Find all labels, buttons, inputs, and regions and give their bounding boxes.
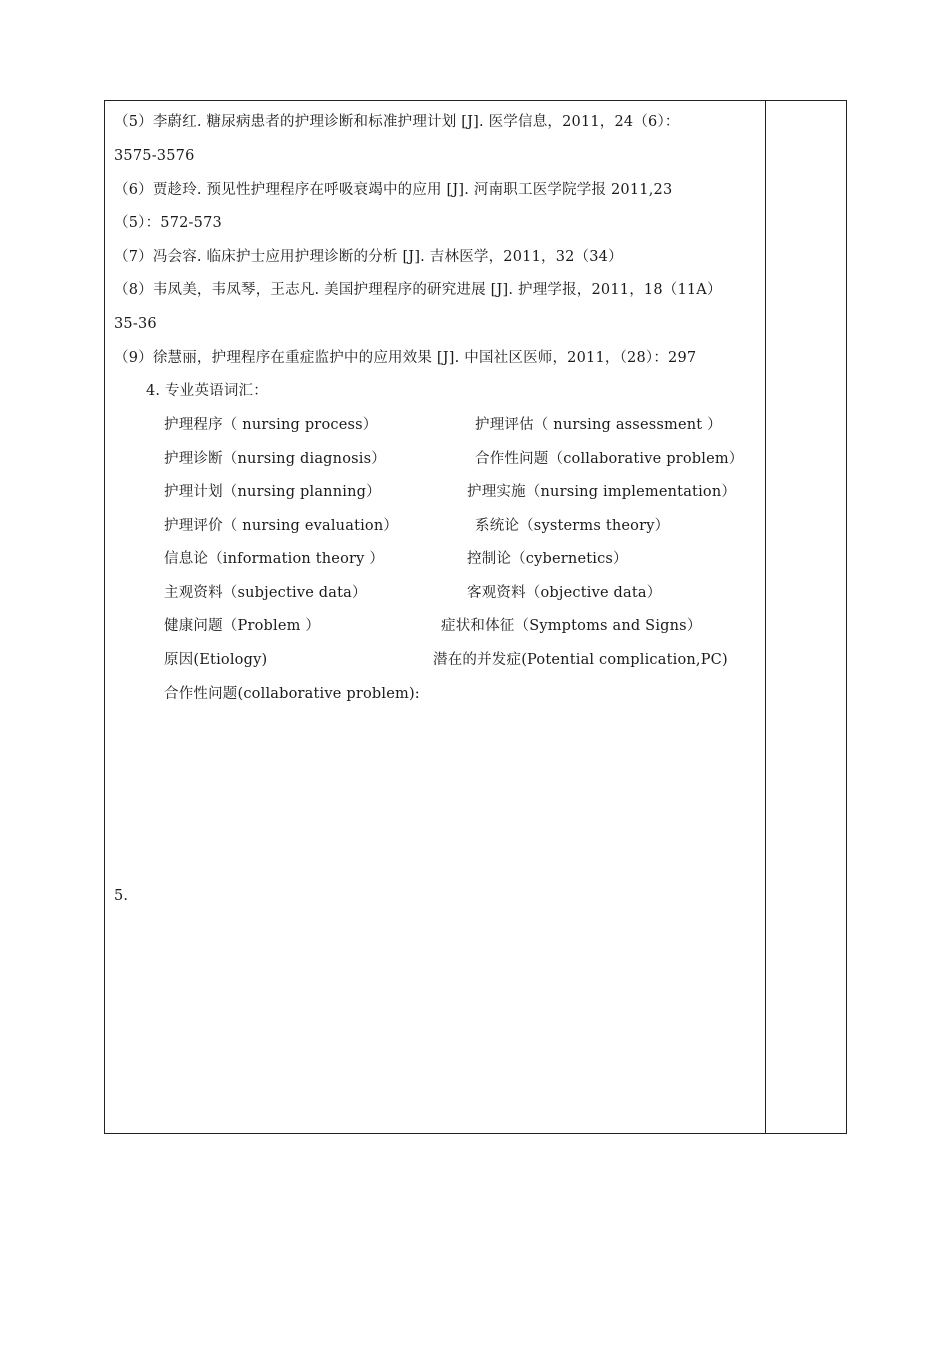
vocab-right-7: 症状和体征（Symptoms and Signs）	[441, 618, 702, 634]
vocab-last: 合作性问题(collaborative problem):	[164, 686, 420, 702]
reference-6-line2: （5）：572-573	[114, 215, 222, 231]
vocab-heading: 4. 专业英语词汇：	[146, 383, 268, 399]
vocab-right-1: 护理评估（ nursing assessment ）	[475, 417, 722, 433]
vocab-left-3: 护理计划（nursing planning）	[164, 484, 381, 500]
vocab-right-5: 控制论（cybernetics）	[467, 551, 628, 567]
vocab-right-2: 合作性问题（collaborative problem）	[475, 451, 744, 467]
vocab-left-6: 主观资料（subjective data）	[164, 585, 367, 601]
reference-8-line2: 35-36	[114, 316, 157, 332]
table-column-divider	[765, 100, 766, 1134]
vocab-right-6: 客观资料（objective data）	[467, 585, 662, 601]
vocab-left-8: 原因(Etiology)	[164, 652, 268, 668]
vocab-right-4: 系统论（systerms theory）	[475, 518, 670, 534]
reference-8-line1: （8）韦凤美，韦凤琴，王志凡. 美国护理程序的研究进展 [J]. 护理学报，2011，18（11A）	[114, 282, 722, 298]
reference-6-line1: （6）贾趁玲. 预见性护理程序在呼吸衰竭中的应用 [J]. 河南职工医学院学报 2011,23	[114, 182, 673, 198]
vocab-left-7: 健康问题（Problem ）	[164, 618, 321, 634]
vocab-right-8: 潜在的并发症(Potential complication,PC)	[433, 652, 728, 668]
vocab-right-3: 护理实施（nursing implementation）	[467, 484, 737, 500]
vocab-left-4: 护理评价（ nursing evaluation）	[164, 518, 399, 534]
section-5-label: 5.	[114, 888, 129, 904]
vocab-left-2: 护理诊断（nursing diagnosis）	[164, 451, 386, 467]
reference-5-line1: （5）李蔚红. 糖尿病患者的护理诊断和标准护理计划 [J]. 医学信息，2011，24（6）：	[114, 114, 680, 130]
reference-5-line2: 3575-3576	[114, 148, 195, 164]
vocab-left-1: 护理程序（ nursing process）	[164, 417, 378, 433]
reference-9-line1: （9）徐慧丽，护理程序在重症监护中的应用效果 [J]. 中国社区医师，2011，（28）：297	[114, 350, 697, 366]
vocab-left-5: 信息论（information theory ）	[164, 551, 385, 567]
reference-7-line1: （7）冯会容. 临床护士应用护理诊断的分析 [J]. 吉林医学，2011，32（34）	[114, 249, 623, 265]
